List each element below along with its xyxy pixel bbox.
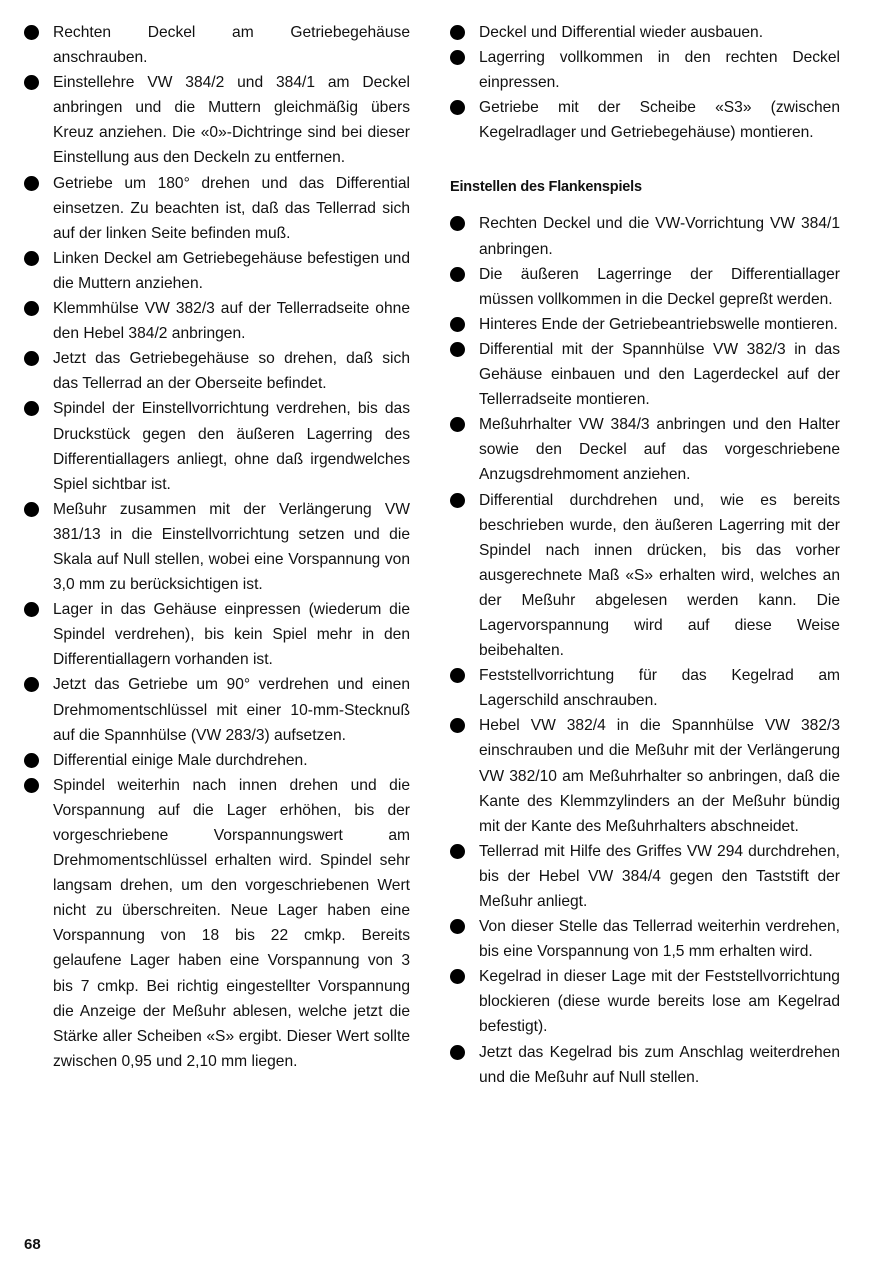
bullet-icon — [24, 301, 39, 316]
page-number: 68 — [24, 1236, 41, 1253]
list-item — [450, 713, 840, 838]
step-text: Deckel und Differential wieder ausbauen. — [479, 24, 764, 41]
step-text: Differential durchdrehen und, wie es bereits beschrieben wurde, den äußeren Lagerring mit der Spindel nach innen drücken, bis das vorher ausgerechnete Maß «S» erhalten wird, welches an der Meßuhr abgelesen werden kann. Die Lagervorspannung wird auf diese Weise beibehalten. — [479, 491, 840, 660]
right-column — [450, 20, 840, 1090]
bullet-icon — [24, 401, 39, 416]
bullet-icon — [24, 176, 39, 191]
bullet-icon — [450, 417, 465, 432]
list-item — [450, 312, 840, 337]
bullet-icon — [24, 351, 39, 366]
list-item — [24, 70, 410, 170]
bullet-icon — [450, 493, 465, 508]
list-item — [24, 20, 410, 70]
left-column — [24, 20, 410, 1074]
bullet-icon — [24, 25, 39, 40]
bullet-icon — [450, 969, 465, 984]
step-text: Getriebe um 180° drehen und das Differential einsetzen. Zu beachten ist, daß das Tellerrad sich auf der linken Seite befinden muß. — [53, 174, 410, 242]
list-item — [450, 1040, 840, 1090]
bullet-icon — [24, 75, 39, 90]
bullet-icon — [24, 753, 39, 768]
list-item — [450, 412, 840, 487]
step-text: Von dieser Stelle das Tellerrad weiterhin verdrehen, bis eine Vorspannung von 1,5 mm erhalten wird. — [479, 918, 840, 961]
bullet-icon — [24, 778, 39, 793]
list-item — [450, 663, 840, 713]
list-item — [450, 95, 840, 145]
step-text: Jetzt das Getriebegehäuse so drehen, daß sich das Tellerrad an der Oberseite befindet. — [53, 350, 410, 393]
step-text: Jetzt das Getriebe um 90° verdrehen und einen Drehmomentschlüssel mit einer 10-mm-Stecknuß auf die Spannhülse (VW 283/3) aufsetzen. — [53, 676, 410, 744]
step-text: Hebel VW 382/4 in die Spannhülse VW 382/3 einschrauben und die Meßuhr mit der Verlängerung VW 382/10 am Meßuhrhalter so anbringen, daß die Kante des Klemmzylinders an der Meßuhr bündig mit der Kante des Meßuhrhalters abschneidet. — [479, 717, 840, 835]
step-text: Feststellvorrichtung für das Kegelrad am Lagerschild anschrauben. — [479, 667, 840, 710]
bullet-icon — [450, 718, 465, 733]
list-item — [24, 497, 410, 597]
step-text: Meßuhrhalter VW 384/3 anbringen und den Halter sowie den Deckel auf das vorgeschriebene Anzugsdrehmoment anziehen. — [479, 416, 840, 484]
step-text: Jetzt das Kegelrad bis zum Anschlag weiterdrehen und die Meßuhr auf Null stellen. — [479, 1043, 840, 1086]
step-text: Getriebe mit der Scheibe «S3» (zwischen Kegelradlager und Getriebegehäuse) montieren. — [479, 99, 840, 142]
step-text: Linken Deckel am Getriebegehäuse befestigen und die Muttern anziehen. — [53, 249, 410, 292]
list-item — [450, 337, 840, 412]
right-step-list-top — [450, 20, 840, 145]
list-item — [450, 20, 840, 45]
bullet-icon — [24, 251, 39, 266]
list-item — [24, 296, 410, 346]
step-text: Spindel weiterhin nach innen drehen und die Vorspannung auf die Lager erhöhen, bis der vorgeschriebene Vorspannungswert am Drehmomentschlüssel erhalten wird. Spindel sehr langsam drehen, um den vorgeschriebenen Wert nicht zu überschreiten. Neue Lager haben eine Vorspannung von 18 bis 22 cmkp. Bereits gelaufene Lager haben eine Vorspannung von 3 bis 7 cmkp. Bei richtig eingestellter Vorspannung die Anzeige der Meßuhr ablesen, welche jetzt die Stärke aller Scheiben «S» ergibt. Dieser Wert sollte zwischen 0,95 und 2,10 mm liegen. — [53, 776, 410, 1070]
list-item — [450, 964, 840, 1039]
list-item — [24, 773, 410, 1074]
bullet-icon — [450, 844, 465, 859]
step-text: Einstellehre VW 384/2 und 384/1 am Deckel anbringen und die Muttern gleichmäßig übers Kreuz anziehen. Die «0»-Dichtringe sind bei dieser Einstellung aus den Deckeln zu entfernen. — [53, 74, 410, 167]
list-item — [450, 839, 840, 914]
list-item — [450, 488, 840, 664]
bullet-icon — [450, 1045, 465, 1060]
right-step-list-section — [450, 211, 840, 1089]
step-text: Differential mit der Spannhülse VW 382/3 in das Gehäuse einbauen und den Lagerdeckel auf der Tellerradseite montieren. — [479, 340, 840, 409]
list-item — [24, 597, 410, 672]
left-step-list — [24, 20, 410, 1074]
bullet-icon — [450, 267, 465, 282]
step-text: Tellerrad mit Hilfe des Griffes VW 294 durchdrehen, bis der Hebel VW 384/4 gegen den Taststift der Meßuhr anliegt. — [479, 842, 840, 910]
bullet-icon — [450, 25, 465, 40]
list-item — [450, 211, 840, 261]
step-text: Die äußeren Lagerringe der Differentiallager müssen vollkommen in die Deckel gepreßt werden. — [479, 265, 840, 308]
step-text: Kegelrad in dieser Lage mit der Feststellvorrichtung blockieren (diese wurde bereits lose am Kegelrad befestigt). — [479, 968, 840, 1036]
bullet-icon — [450, 100, 465, 115]
bullet-icon — [450, 50, 465, 65]
list-item — [450, 262, 840, 312]
step-text: Klemmhülse VW 382/3 auf der Tellerradseite ohne den Hebel 384/2 anbringen. — [53, 300, 410, 343]
step-text: Hinteres Ende der Getriebeantriebswelle montieren. — [479, 315, 838, 333]
list-item — [24, 748, 410, 773]
bullet-icon — [450, 342, 465, 357]
step-text: Lager in das Gehäuse einpressen (wiederum die Spindel verdrehen), bis kein Spiel mehr in den Differentiallagern vorhanden ist. — [53, 601, 410, 669]
bullet-icon — [24, 677, 39, 692]
list-item — [24, 672, 410, 747]
bullet-icon — [450, 317, 465, 332]
list-item — [450, 45, 840, 95]
list-item — [24, 346, 410, 396]
step-text: Lagerring vollkommen in den rechten Deckel einpressen. — [479, 49, 840, 92]
bullet-icon — [450, 668, 465, 683]
list-item — [24, 246, 410, 296]
bullet-icon — [450, 216, 465, 231]
step-text: Rechten Deckel am Getriebegehäuse anschrauben. — [53, 24, 410, 67]
step-text: Rechten Deckel und die VW-Vorrichtung VW 384/1 anbringen. — [479, 215, 840, 258]
bullet-icon — [24, 502, 39, 517]
list-item — [24, 396, 410, 496]
list-item — [450, 914, 840, 964]
step-text: Meßuhr zusammen mit der Verlängerung VW 381/13 in die Einstellvorrichtung setzen und die Skala auf Null stellen, wobei eine Vorspannung von 3,0 mm zu berücksichtigen ist. — [53, 500, 410, 594]
step-text: Spindel der Einstellvorrichtung verdrehen, bis das Druckstück gegen den äußeren Lagerring des Differentiallagers anliegt, ohne daß irgendwelches Spiel sichtbar ist. — [53, 400, 410, 493]
bullet-icon — [24, 602, 39, 617]
step-text: Differential einige Male durchdrehen. — [53, 751, 308, 769]
section-heading: Einstellen des Flankenspiels — [450, 179, 642, 196]
bullet-icon — [450, 919, 465, 934]
list-item — [24, 171, 410, 246]
